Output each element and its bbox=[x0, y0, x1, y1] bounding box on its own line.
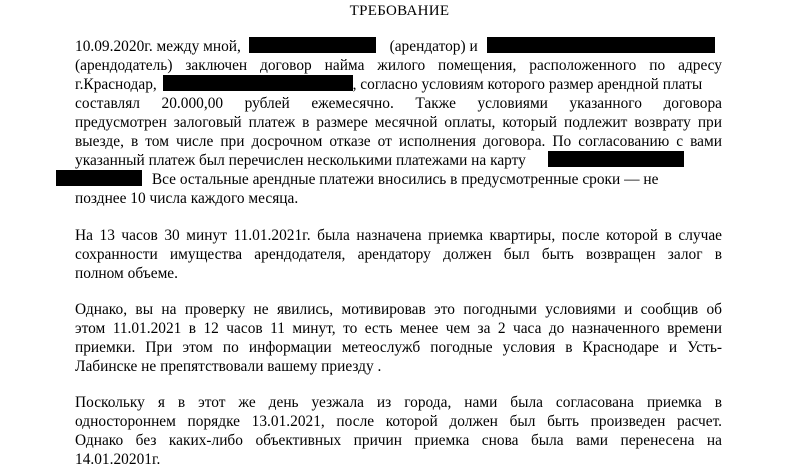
paragraph-2-line-3 bbox=[75, 264, 722, 283]
text-segment: (арендодатель) заключен договор найма жилого помещения, расположенного по адресу bbox=[75, 57, 722, 74]
paragraph-2-line-1 bbox=[75, 226, 722, 245]
paragraph-1-line-4 bbox=[75, 94, 722, 113]
paragraph-1-line-6 bbox=[75, 132, 722, 151]
redacted-block bbox=[163, 75, 353, 91]
paragraph-3-line-2 bbox=[75, 319, 722, 338]
text-segment: указанный платеж был перечислен несколькими платежами на карту bbox=[75, 152, 526, 169]
text-segment: Поскольку я в этот же день уезжала из города, нами была согласована приемка в bbox=[75, 394, 722, 411]
text-segment: этом 11.01.2021 в 12 часов 11 минут, то есть менее чем за 2 часа до назначенного времени bbox=[75, 320, 722, 337]
paragraph-1-line-3 bbox=[75, 75, 722, 94]
paragraph-4-line-2 bbox=[75, 412, 722, 431]
redacted-block bbox=[487, 37, 715, 53]
text-segment: Однако, вы на проверку не явились, мотивировав это погодными условиями и сообщив об bbox=[75, 301, 722, 318]
text-segment: Лабинске не препятствовали вашему приезду . bbox=[75, 358, 382, 375]
paragraph-3-line-4 bbox=[75, 357, 722, 376]
paragraph-3-line-3 bbox=[75, 338, 722, 357]
paragraph-2-line-2 bbox=[75, 245, 722, 264]
redacted-block bbox=[548, 151, 684, 167]
paragraph-1-line-5 bbox=[75, 113, 722, 132]
text-segment: 10.09.2020г. между мной, bbox=[75, 38, 241, 55]
redacted-block bbox=[249, 37, 376, 53]
paragraph-1-line-8 bbox=[56, 170, 722, 189]
text-segment: , согласно условиям которого размер арендной платы bbox=[352, 76, 703, 93]
paragraph-4-line-4 bbox=[75, 450, 722, 469]
paragraph-3-line-1 bbox=[75, 300, 722, 319]
text-segment: выезде, в том числе при досрочном отказе от исполнения договора. По согласованию с вами bbox=[75, 133, 722, 150]
text-segment: Однако без каких-либо объективных причин приемка снова была вами перенесена на bbox=[75, 432, 722, 449]
paragraph-4-line-3 bbox=[75, 431, 722, 450]
text-segment: позднее 10 числа каждого месяца. bbox=[75, 190, 299, 207]
paragraph-1-line-2 bbox=[75, 56, 722, 75]
text-segment: г.Краснодар, bbox=[75, 76, 157, 93]
paragraph-1-line-9 bbox=[75, 189, 722, 208]
text-segment: предусмотрен залоговый платеж в размере месячной оплаты, который подлежит возврату при bbox=[75, 114, 722, 131]
paragraph-4-line-1 bbox=[75, 393, 722, 412]
text-segment: (арендатор) и bbox=[389, 38, 478, 55]
text-segment: одностороннем порядке 13.01.2021, после которой должен был быть произведен расчет. bbox=[75, 413, 722, 430]
redacted-block bbox=[56, 170, 142, 186]
text-segment: 14.01.20201г. bbox=[75, 451, 161, 468]
document-title: ТРЕБОВАНИЕ bbox=[349, 3, 450, 19]
text-segment: сохранности имущества арендодателя, арендатору должен был быть возвращен залог в bbox=[75, 246, 722, 263]
text-segment: полном объеме. bbox=[75, 265, 178, 282]
text-segment: составлял 20.000,00 рублей ежемесячно. Также условиями указанного договора bbox=[75, 95, 722, 112]
text-segment: На 13 часов 30 минут 11.01.2021г. была назначена приемка квартиры, после которой в случае bbox=[75, 227, 722, 244]
text-segment: Все остальные арендные платежи вносились в предусмотренные сроки — не bbox=[151, 171, 659, 188]
paragraph-1-line-7 bbox=[75, 151, 722, 170]
text-segment: приемки. При этом по информации метеослужб погодные условия в Краснодаре и Усть- bbox=[75, 339, 722, 356]
paragraph-1-line-1 bbox=[75, 37, 722, 56]
